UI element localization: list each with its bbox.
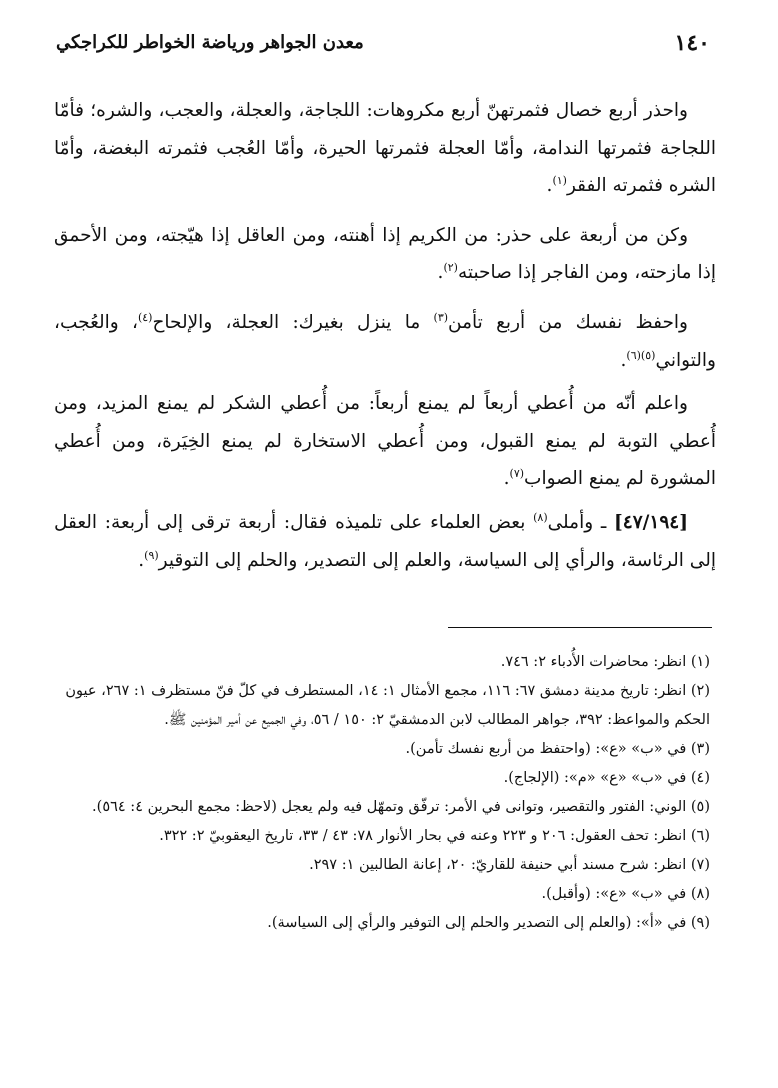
footnote-ref-5[interactable]: (٥) — [640, 348, 656, 362]
page-number: ١٤٠ — [674, 30, 710, 56]
paragraph-text: وكن من أربعة على حذر: من الكريم إذا أهنته، ومن العاقل إذا هيّجته، ومن الأحمق إذا مازحته، ومن الفاجر إذا صاحبته — [54, 224, 716, 284]
footnote-9 — [62, 909, 710, 938]
paragraph-text: واحذر أربع خصال فثمرتهنّ أربع مكروهات: اللجاجة، والعجلة، والعجب، والشره؛ فأمّا اللجاجة فثمرتها الندامة، وأمّا العجلة فثمرتها الحيرة، وأمّا العُجب فثمرته البغضة، وأمّا الشره فثمرته الفقر — [54, 100, 716, 197]
footnote-text: في «ب» «ع»: (وأقبل). — [541, 886, 687, 902]
footnote-ref-1[interactable]: (١) — [552, 174, 567, 188]
footnote-number: (٧) — [690, 857, 710, 873]
paragraph-text: ما ينزل بغيرك: العجلة، والإلحاح — [152, 311, 434, 333]
paragraph-beware-four — [54, 217, 716, 292]
footnote-6 — [62, 822, 710, 851]
footnote-text: في «ب» «ع» «م»: (الإلجاج). — [503, 770, 687, 786]
paragraph-text: بعض العلماء على تلميذه فقال: أربعة ترقى إلى أربعة: العقل إلى الرئاسة، والرأي إلى السياسة، والعلم إلى التصدير، والحلم إلى التوقير — [54, 511, 716, 571]
footnote-ref-6[interactable]: (٦) — [626, 348, 641, 362]
footnote-8 — [62, 880, 710, 909]
paragraph-end: . — [437, 262, 444, 284]
footnote-4 — [62, 764, 710, 793]
footnote-text: انظر: محاضرات الأُدباء ٢: ٧٤٦. — [500, 654, 687, 670]
footnote-1 — [62, 648, 710, 677]
footnote-text: في «أ»: (والعلم إلى التصدير والحلم إلى التوفير والرأي إلى السياسة). — [267, 915, 687, 931]
footnote-number: (١) — [690, 654, 710, 670]
paragraph-end: . — [620, 349, 627, 371]
footnote-2 — [62, 677, 710, 735]
paragraph-dictation — [54, 504, 716, 579]
footnote-text: انظر: تحف العقول: ٢٠٦ و ٢٢٣ وعنه في بحار الأنوار ٧٨: ٤٣ / ٣٣، تاريخ اليعقوبيّ ٢: ٣٢٢. — [159, 828, 687, 844]
footnotes — [62, 648, 710, 938]
footnote-number: (٥) — [690, 799, 710, 815]
paragraph-text: ، والعُجب، والتواني — [54, 311, 716, 371]
hadith-number: [٤٧/١٩٤] — [614, 511, 688, 533]
footnote-ref-2[interactable]: (٢) — [443, 261, 458, 275]
paragraph-text: ـ وأملى — [547, 511, 615, 533]
paragraph-end: . — [503, 468, 510, 490]
running-title: معدن الجواهر ورياضة الخواطر للكراجكي — [56, 32, 364, 53]
footnote-text: انظر: تاريخ مدينة دمشق ٦٧: ١١٦، مجمع الأمثال ١: ١٤، المستطرف في كلّ فنّ مستظرف ١: ٢٦٧، عيون الحكم والمواعظ: ٣٩٢، جواهر المطالب لابن الدمشقيّ ٢: ١٥٠ / ٥٦، وفي الجميع عن أمير المؤمنين ﷺ. — [65, 683, 710, 728]
footnote-number: (٨) — [690, 886, 710, 902]
paragraph-end: . — [138, 549, 145, 571]
footnote-number: (٦) — [690, 828, 710, 844]
footnote-number: (٩) — [690, 915, 710, 931]
paragraph-text: واحفظ نفسك من أربع تأمن — [448, 311, 688, 333]
footnote-text: انظر: شرح مسند أبي حنيفة للقاريّ: ٢٠، إعانة الطالبين ١: ٢٩٧. — [309, 857, 687, 873]
paragraph-given-four — [54, 385, 716, 498]
footnote-text: في «ب» «ع»: (واحتفظ من أربع نفسك تأمن). — [405, 741, 687, 757]
paragraph-four-traits — [54, 92, 716, 205]
page-header — [56, 26, 710, 66]
paragraph-guard-yourself — [54, 304, 716, 379]
footnote-number: (٣) — [690, 741, 710, 757]
footnote-ref-8[interactable]: (٨) — [533, 510, 548, 524]
paragraph-end: . — [546, 175, 553, 197]
footnote-divider — [448, 627, 712, 628]
footnote-ref-4[interactable]: (٤) — [137, 310, 153, 324]
footnote-7 — [62, 851, 710, 880]
footnote-number: (٤) — [690, 770, 710, 786]
main-text — [54, 92, 716, 591]
footnote-5 — [62, 793, 710, 822]
footnote-ref-7[interactable]: (٧) — [509, 467, 525, 481]
paragraph-text: واعلم أنّه من أُعطي أربعاً لم يمنع أربعاً: من أُعطي الشكر لم يمنع المزيد، ومن أُعطي التوبة لم يمنع القبول، ومن أُعطي الاستخارة لم يمنع الخِيَرة، ومن أُعطي المشورة لم يمنع الصواب — [54, 393, 716, 490]
footnote-ref-3[interactable]: (٣) — [433, 310, 449, 324]
footnote-number: (٢) — [690, 683, 710, 699]
footnote-text: الوني: الفتور والتقصير، وتوانى في الأمر: ترفّق وتمهّل فيه ولم يعجل (لاحظ: مجمع البحرين ٤: ٥٦٤). — [92, 799, 687, 815]
footnote-ref-9[interactable]: (٩) — [144, 548, 159, 562]
footnote-3 — [62, 735, 710, 764]
